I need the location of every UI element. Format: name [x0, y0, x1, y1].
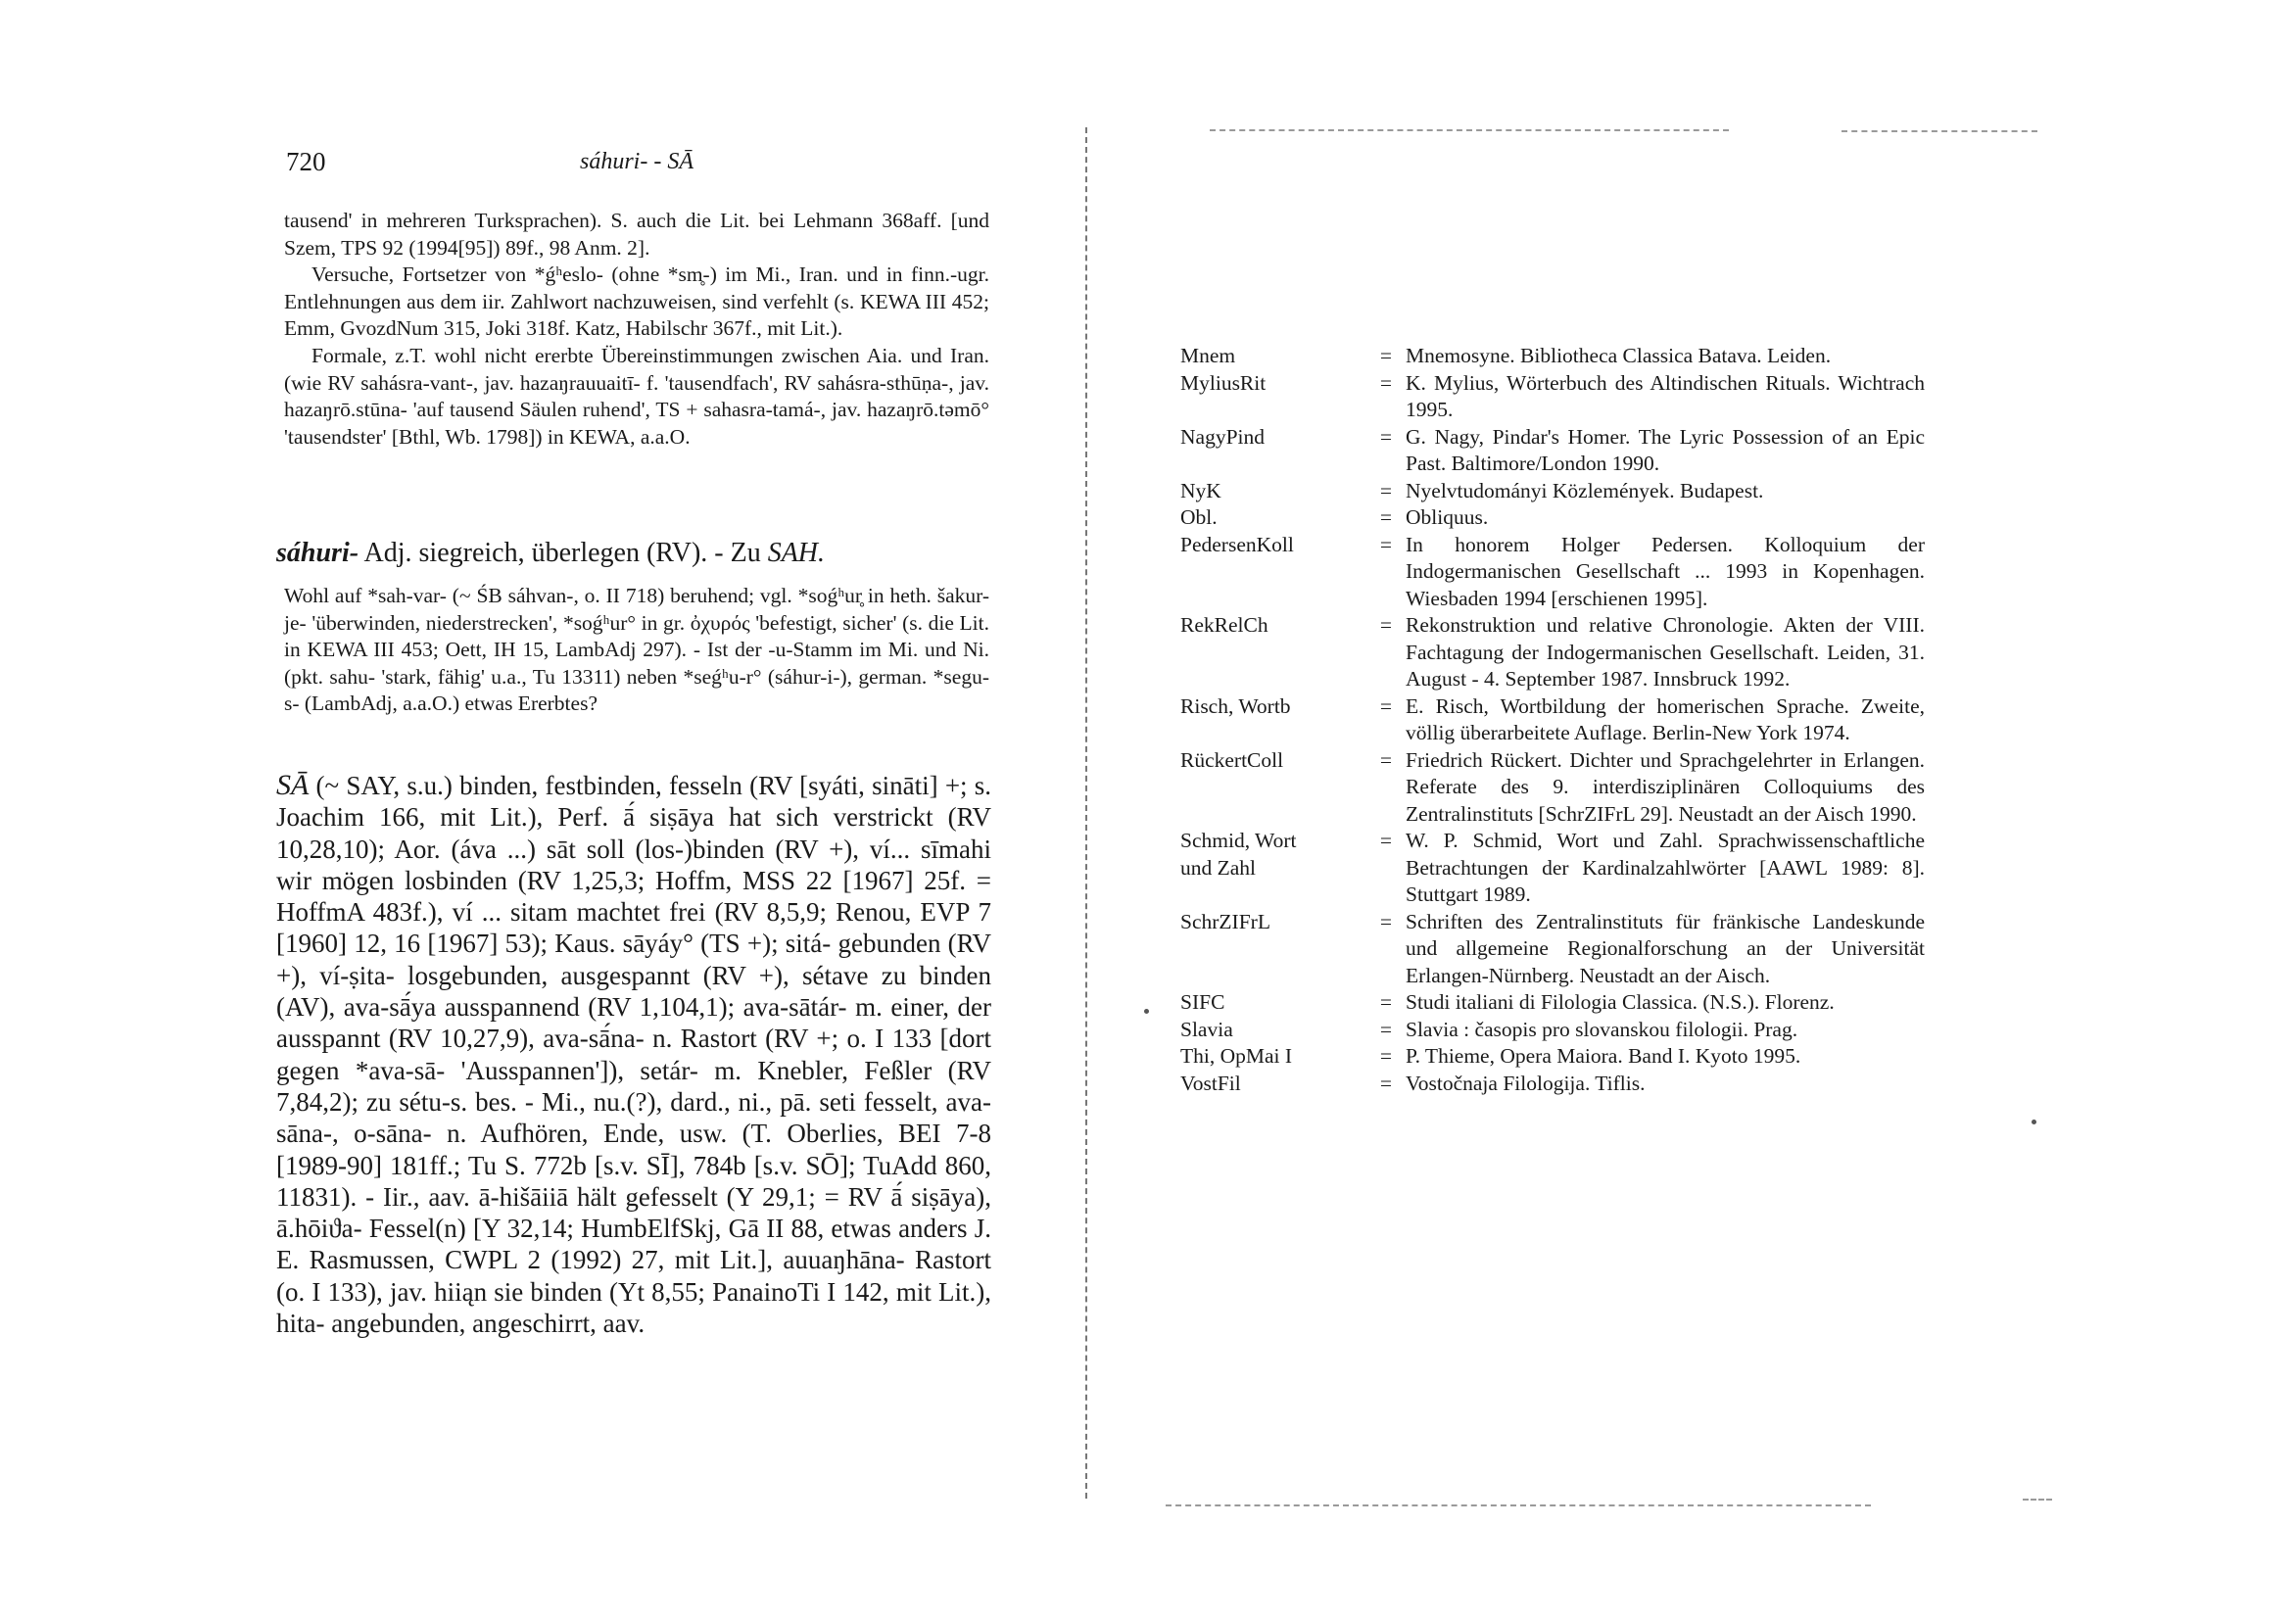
abbr-equals: =	[1379, 344, 1393, 367]
abbr-key: RekRelCh	[1180, 613, 1268, 637]
abbr-row	[1180, 828, 1925, 909]
abbr-equals: =	[1379, 990, 1393, 1014]
abbr-row	[1180, 424, 1925, 478]
sahuri-lemma: sáhuri-	[276, 538, 359, 568]
abbr-definition: Obliquus.	[1406, 505, 1489, 529]
intro-paragraph-2: Versuche, Fortsetzer von *ǵʰeslo- (ohne *sm̥-) im Mi., Iran. und in finn.-ugr. Entlehnungen aus dem iir. Zahlwort nachzuweisen, sind verfehlt (s. KEWA III 452; Emm, GvozdNum 315, Joki 318f. Katz, Habilschr 367f., mit Lit.).	[284, 262, 989, 341]
abbr-row	[1180, 612, 1925, 693]
abbr-equals: =	[1379, 1071, 1393, 1095]
abbr-key: Schmid, Wort und Zahl	[1180, 829, 1297, 880]
abbr-row	[1180, 909, 1925, 990]
page-number: 720	[286, 147, 326, 176]
page-gutter	[1085, 127, 1087, 1499]
abbr-definition: P. Thieme, Opera Maiora. Band I. Kyoto 1995.	[1406, 1044, 1801, 1068]
abbr-equals: =	[1379, 532, 1393, 556]
scan-line-bottom-right	[2023, 1499, 2052, 1501]
scan-line-top	[1210, 129, 1729, 131]
scan-line-top-right	[1842, 130, 2037, 132]
abbr-definition: Studi italiani di Filologia Classica. (N.S.). Florenz.	[1406, 990, 1835, 1014]
abbr-key: SchrZIFrL	[1180, 909, 1270, 933]
left-page	[0, 0, 1097, 1622]
abbr-key: Thi, OpMai I	[1180, 1044, 1293, 1068]
sahuri-note: Wohl auf *sah-var- (~ ŚB sáhvan-, o. II 718) beruhend; vgl. *soǵʰur̥ in heth. šakur-je- 'überwinden, niederstrecken', *soǵʰur° in gr. ὀχυρός 'befestigt, sicher' (s. die Lit. in KEWA III 453; Oett, IH 15, LambAdj 297). - Ist der -u-Stamm im Mi. und Ni. (pkt. sahu- 'stark, fähig' u.a., Tu 13311) neben *seǵʰu-r° (sáhur-i-), german. *segu-s- (LambAdj, a.a.O.) etwas Ererbtes?	[284, 584, 989, 716]
intro-block	[284, 208, 989, 451]
abbr-equals: =	[1379, 613, 1393, 637]
abbr-definition: In honorem Holger Pedersen. Kolloquium der Indogermanischen Gesellschaft ... 1993 in Kopenhagen. Wiesbaden 1994 [erschienen 1995].	[1406, 532, 1925, 610]
abbr-equals: =	[1379, 1017, 1393, 1041]
abbr-row	[1180, 1017, 1925, 1044]
abbreviation-list	[1180, 343, 1925, 1097]
abbr-row	[1180, 747, 1925, 829]
abbr-equals: =	[1379, 829, 1393, 852]
abbr-equals: =	[1379, 909, 1393, 933]
abbr-key: SIFC	[1180, 990, 1225, 1014]
abbr-row	[1180, 532, 1925, 613]
abbr-key: PedersenKoll	[1180, 532, 1294, 556]
abbr-key: VostFil	[1180, 1071, 1241, 1095]
scan-line-bottom	[1166, 1504, 1871, 1506]
abbr-row	[1180, 989, 1925, 1017]
abbr-key: NagyPind	[1180, 424, 1265, 449]
abbr-definition: E. Risch, Wortbildung der homerischen Sprache. Zweite, völlig überarbeitete Auflage. Berlin-New York 1974.	[1406, 693, 1925, 744]
abbr-definition: Rekonstruktion und relative Chronologie. Akten der VIII. Fachtagung der Indogermanischen Gesellschaft. Leiden, 31. August - 4. September 1987. Innsbruck 1992.	[1406, 613, 1925, 691]
abbr-row	[1180, 504, 1925, 532]
abbr-definition: Friedrich Rückert. Dichter und Sprachgelehrter in Erlangen. Referate des 9. interdisziplinären Colloquiums des Zentralinstituts [SchrZIFrL 29]. Neustadt an der Aisch 1990.	[1406, 747, 1925, 826]
abbr-row	[1180, 1043, 1925, 1071]
abbr-row	[1180, 343, 1925, 370]
scan-speck	[2032, 1120, 2036, 1124]
abbr-equals: =	[1379, 370, 1393, 395]
abbr-key: Mnem	[1180, 344, 1236, 367]
abbr-definition: G. Nagy, Pindar's Homer. The Lyric Possession of an Epic Past. Baltimore/London 1990.	[1406, 424, 1925, 475]
abbr-definition: K. Mylius, Wörterbuch des Altindischen Rituals. Wichtrach 1995.	[1406, 370, 1925, 421]
abbr-equals: =	[1379, 478, 1393, 502]
abbr-key: Risch, Wortb	[1180, 693, 1291, 718]
abbr-definition: W. P. Schmid, Wort und Zahl. Sprachwissenschaftliche Betrachtungen der Kardinalzahlwörter [AAWL 1989: 8]. Stuttgart 1989.	[1406, 829, 1925, 906]
abbr-equals: =	[1379, 747, 1393, 772]
sa-lemma: SĀ	[276, 769, 310, 801]
sahuri-gloss: Adj. siegreich, überlegen (RV). - Zu	[363, 538, 761, 568]
abbr-equals: =	[1379, 505, 1393, 529]
sa-text: (~ SAY, s.u.) binden, festbinden, fesseln (RV [syáti, sināti] +; s. Joachim 166, mit Lit.), Perf. ā́ siṣāya hat sich verstrickt (RV 10,28,10); Aor. (áva ...) sāt soll (los-)binden (RV +), ví... sīmahi wir mögen losbinden (RV 1,25,3; Hoffm, MSS 22 [1967] 25f. = HoffmA 483f.), ví ... sitam machtet frei (RV 8,5,9; Renou, EVP 7 [1960] 12, 16 [1967] 53); Kaus. sāyáy° (TS +); sitá- gebunden (RV +), ví-ṣita- losgebunden, ausgespannt (RV +), sétave zu binden (AV), ava-sā́ya ausspannend (RV 1,104,1); ava-sātár- m. einer, der ausspannt (RV 10,27,9), ava-sā́na- n. Rastort (RV +; o. I 133 [dort gegen *ava-sā- 'Ausspannen']), setár- m. Knebler, Feßler (RV 7,84,2); zu sétu-s. bes. - Mi., nu.(?), dard., ni., pā. seti fesselt, ava-sāna-, o-sāna- n. Aufhören, Ende, usw. (T. Oberlies, BEI 7-8 [1989-90] 181ff.; Tu S. 772b [s.v. SĪ], 784b [s.v. SŌ]; TuAdd 860, 11831). - Iir., aav. ā-hišāiiā hält gefesselt (Y 29,1; = RV ā́ siṣāya), ā.hōiϑa- Fessel(n) [Y 32,14; HumbElfSkj, Gā II 88, etwas anders J. E. Rasmussen, CWPL 2 (1992) 27, mit Lit.], auuaŋhāna- Rastort (o. I 133), jav. hiiąn sie binden (Yt 8,55; PanainoTi I 142, mit Lit.), hita- angebunden, angeschirrt, aav.	[276, 771, 992, 1339]
running-head: sáhuri- - SĀ	[580, 149, 694, 174]
abbr-equals: =	[1379, 1044, 1393, 1068]
abbr-equals: =	[1379, 424, 1393, 449]
abbr-key: MyliusRit	[1180, 370, 1267, 395]
sa-entry	[276, 770, 991, 1339]
abbr-definition: Nyelvtudományi Közlemények. Budapest.	[1406, 478, 1764, 502]
intro-paragraph-3: Formale, z.T. wohl nicht ererbte Übereinstimmungen zwischen Aia. und Iran. (wie RV sahásra-vant-, jav. hazaŋrauuaitī- f. 'tausendfach', RV sahásra-sthūṇa-, jav. hazaŋrō.stūna- 'auf tausend Säulen ruhend', TS + sahasra-tamá-, jav. hazaŋrō.təmō° 'tausendster' [Bthl, Wb. 1798]) in KEWA, a.a.O.	[284, 343, 989, 449]
sahuri-xref: SAH.	[767, 538, 826, 568]
abbr-row	[1180, 370, 1925, 424]
scan-speck	[1144, 1009, 1149, 1014]
abbr-row	[1180, 478, 1925, 505]
abbr-key: RückertColl	[1180, 747, 1284, 772]
abbr-equals: =	[1379, 693, 1393, 718]
abbr-definition: Vostočnaja Filologija. Tiflis.	[1406, 1071, 1646, 1095]
abbr-row	[1180, 693, 1925, 747]
abbr-definition: Schriften des Zentralinstituts für fränkische Landeskunde und allgemeine Regionalforschung an der Universität Erlangen-Nürnberg. Neustadt an der Aisch.	[1406, 909, 1925, 987]
abbr-row	[1180, 1071, 1925, 1098]
abbr-definition: Slavia : časopis pro slovanskou filologii. Prag.	[1406, 1017, 1798, 1041]
abbr-key: Obl.	[1180, 505, 1218, 529]
sahuri-entry-head	[276, 537, 991, 570]
intro-paragraph-1: tausend' in mehreren Turksprachen). S. auch die Lit. bei Lehmann 368aff. [und Szem, TPS 92 (1994[95]) 89f., 98 Anm. 2].	[284, 209, 989, 260]
abbr-key: Slavia	[1180, 1017, 1233, 1041]
abbr-key: NyK	[1180, 478, 1221, 502]
abbr-definition: Mnemosyne. Bibliotheca Classica Batava. Leiden.	[1406, 344, 1832, 367]
